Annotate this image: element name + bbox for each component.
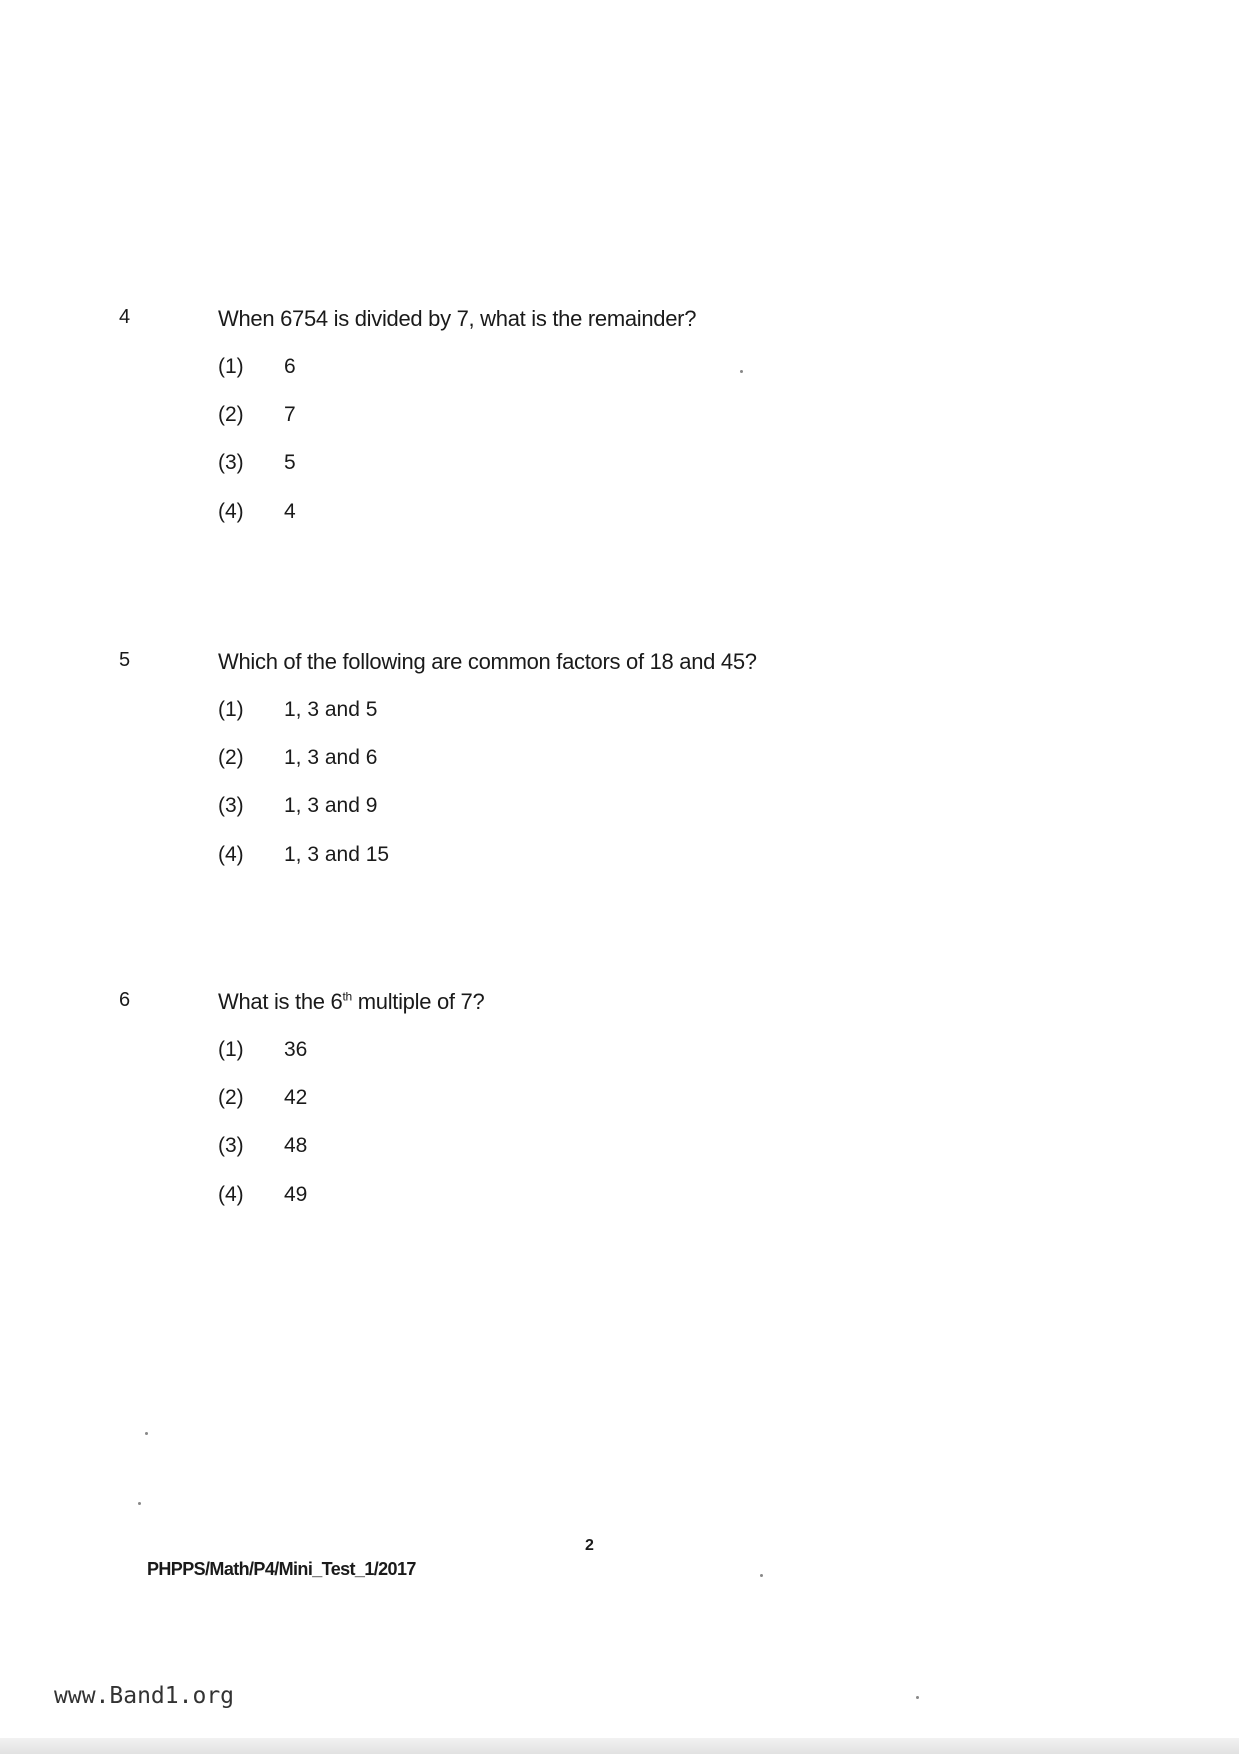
question-number: 6 xyxy=(119,989,131,1011)
option-label: (1) xyxy=(218,698,244,721)
option-label: (2) xyxy=(218,403,244,426)
option-3 xyxy=(218,1134,618,1164)
question-text: Which of the following are common factors of 18 and 45? xyxy=(218,649,757,674)
ordinal-suffix: th xyxy=(342,989,352,1004)
option-label: (3) xyxy=(218,1134,244,1157)
scan-speck xyxy=(145,1432,148,1435)
option-2 xyxy=(218,403,618,433)
option-1 xyxy=(218,1038,618,1068)
scan-speck xyxy=(760,1574,763,1577)
option-label: (3) xyxy=(218,451,244,474)
option-1 xyxy=(218,355,618,385)
option-2 xyxy=(218,1086,618,1116)
option-label: (1) xyxy=(218,1038,244,1061)
option-2 xyxy=(218,746,618,776)
scan-bottom-edge xyxy=(0,1738,1239,1754)
option-value: 5 xyxy=(284,451,296,474)
website-watermark: www.Band1.org xyxy=(54,1683,235,1709)
option-value: 36 xyxy=(284,1038,308,1061)
option-label: (2) xyxy=(218,746,244,769)
question-number: 4 xyxy=(119,306,131,328)
option-value: 1, 3 and 9 xyxy=(284,794,378,817)
option-label: (2) xyxy=(218,1086,244,1109)
option-label: (4) xyxy=(218,1183,244,1206)
scan-speck xyxy=(138,1502,141,1505)
question-text-end: multiple of 7? xyxy=(351,989,485,1014)
option-4 xyxy=(218,1183,618,1213)
option-1 xyxy=(218,698,618,728)
option-4 xyxy=(218,500,618,530)
question-number: 5 xyxy=(119,649,131,671)
page-number: 2 xyxy=(585,1537,594,1554)
option-value: 1, 3 and 15 xyxy=(284,843,390,866)
option-value: 1, 3 and 5 xyxy=(284,698,378,721)
scan-speck xyxy=(916,1696,919,1699)
scan-speck xyxy=(740,370,743,373)
option-label: (3) xyxy=(218,794,244,817)
option-3 xyxy=(218,794,618,824)
option-label: (4) xyxy=(218,843,244,866)
question-text-start: What is the 6 xyxy=(218,989,343,1014)
question-text xyxy=(218,989,484,1015)
option-value: 42 xyxy=(284,1086,308,1109)
document-code: PHPPS/Math/P4/Mini_Test_1/2017 xyxy=(147,1559,416,1579)
option-value: 7 xyxy=(284,403,296,426)
option-value: 4 xyxy=(284,500,296,523)
option-value: 6 xyxy=(284,355,296,378)
option-value: 48 xyxy=(284,1134,308,1157)
option-label: (4) xyxy=(218,500,244,523)
option-value: 49 xyxy=(284,1183,308,1206)
option-label: (1) xyxy=(218,355,244,378)
option-value: 1, 3 and 6 xyxy=(284,746,378,769)
option-4 xyxy=(218,843,618,873)
question-text: When 6754 is divided by 7, what is the remainder? xyxy=(218,306,697,331)
option-3 xyxy=(218,451,618,481)
